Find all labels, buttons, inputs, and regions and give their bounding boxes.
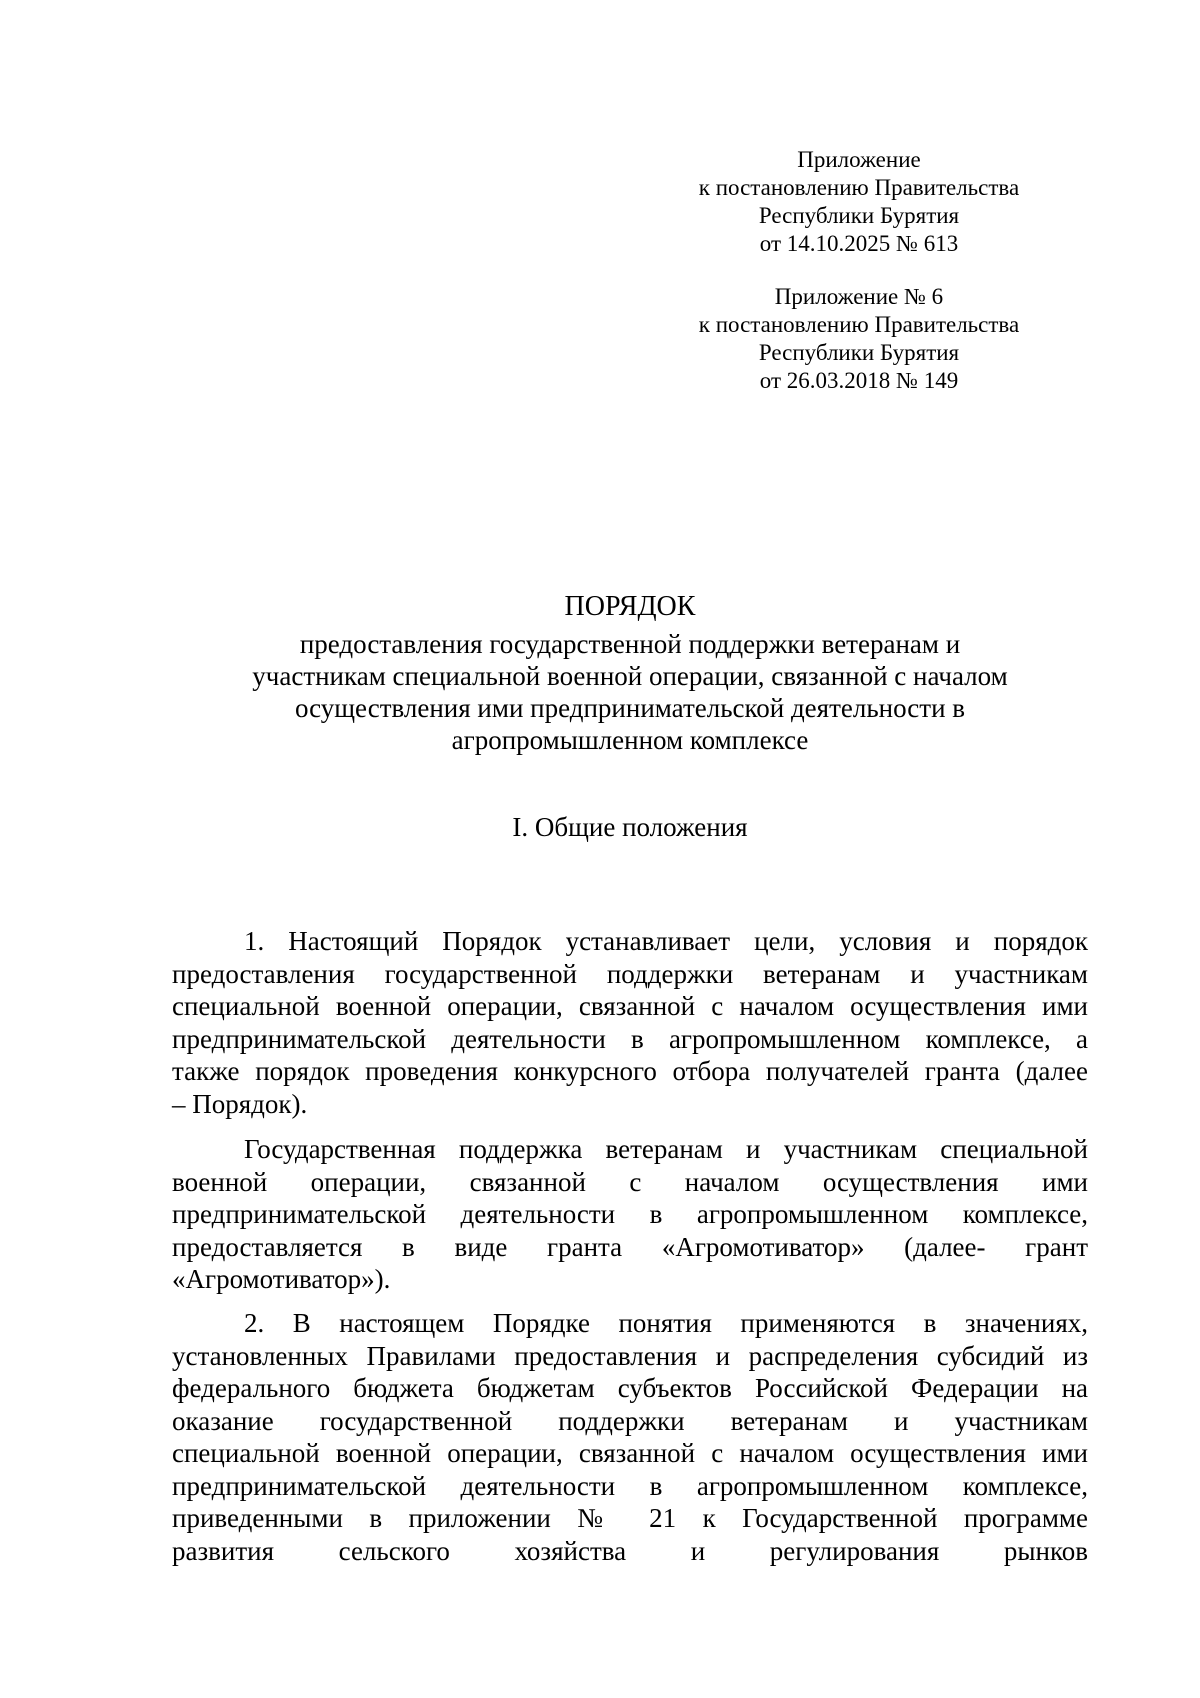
paragraph-line: предпринимательской деятельности в агропромышленном комплексе, а <box>172 1023 1088 1054</box>
appendix-line: к постановлению Правительства <box>698 312 1020 337</box>
paragraph-line: специальной военной операции, связанной с началом осуществления ими <box>172 991 1088 1021</box>
appendix-line: от 26.03.2018 № 149 <box>759 368 959 393</box>
paragraph-line: – Порядок). <box>172 1088 308 1119</box>
paragraph-line: предоставляется в виде гранта «Агромотиватор» (далее- грант <box>172 1231 1088 1262</box>
paragraph-line: 1. Настоящий Порядок устанавливает цели, условия и порядок <box>244 926 1088 956</box>
paragraph-line: предпринимательской деятельности в агропромышленном комплексе, <box>172 1199 1088 1229</box>
paragraph-line: военной операции, связанной с началом осуществления ими <box>172 1166 1088 1197</box>
paragraph-line: развития сельского хозяйства и регулирования рынков <box>172 1535 1088 1566</box>
appendix-line: Приложение № 6 <box>774 284 944 309</box>
paragraph-1 <box>172 925 1088 1120</box>
paragraph-line: приведенными в приложении № 21 к Государственной программе <box>172 1503 1088 1533</box>
document-subtitle <box>170 628 1090 756</box>
paragraph-line: федерального бюджета бюджетам субъектов Российской Федерации на <box>172 1373 1088 1403</box>
appendix-line: от 14.10.2025 № 613 <box>759 231 959 256</box>
appendix-line: Приложение <box>797 147 921 172</box>
paragraph-line: предпринимательской деятельности в агропромышленном комплексе, <box>172 1470 1088 1501</box>
subtitle-line: предоставления государственной поддержки ветеранам и <box>299 629 961 659</box>
paragraph-line: 2. В настоящем Порядке понятия применяются в значениях, <box>244 1308 1088 1338</box>
paragraph-line: Государственная поддержка ветеранам и участникам специальной <box>244 1134 1088 1164</box>
paragraph-line: предоставления государственной поддержки ветеранам и участникам <box>172 958 1088 989</box>
paragraph-line: оказание государственной поддержки ветеранам и участникам <box>172 1405 1088 1436</box>
paragraph-line: также порядок проведения конкурсного отбора получателей гранта (далее <box>172 1056 1088 1086</box>
paragraph-line: «Агромотиватор»). <box>172 1264 391 1294</box>
appendix-line: Республики Бурятия <box>758 340 960 365</box>
subtitle-line: участникам специальной военной операции, связанной с началом <box>252 661 1008 691</box>
subtitle-line: осуществления ими предпринимательской деятельности в <box>294 693 966 723</box>
paragraph-line: установленных Правилами предоставления и распределения субсидий из <box>172 1340 1088 1371</box>
paragraph-2 <box>172 1133 1088 1296</box>
paragraph-line: специальной военной операции, связанной с началом осуществления ими <box>172 1438 1088 1468</box>
paragraph-3 <box>172 1307 1088 1567</box>
document-title: ПОРЯДОК <box>564 591 696 622</box>
appendix-block-current <box>679 146 1039 258</box>
appendix-block-original <box>679 283 1039 395</box>
subtitle-line: агропромышленном комплексе <box>451 725 809 755</box>
appendix-line: к постановлению Правительства <box>698 175 1020 200</box>
appendix-line: Республики Бурятия <box>758 203 960 228</box>
section-heading: I. Общие положения <box>512 812 748 842</box>
